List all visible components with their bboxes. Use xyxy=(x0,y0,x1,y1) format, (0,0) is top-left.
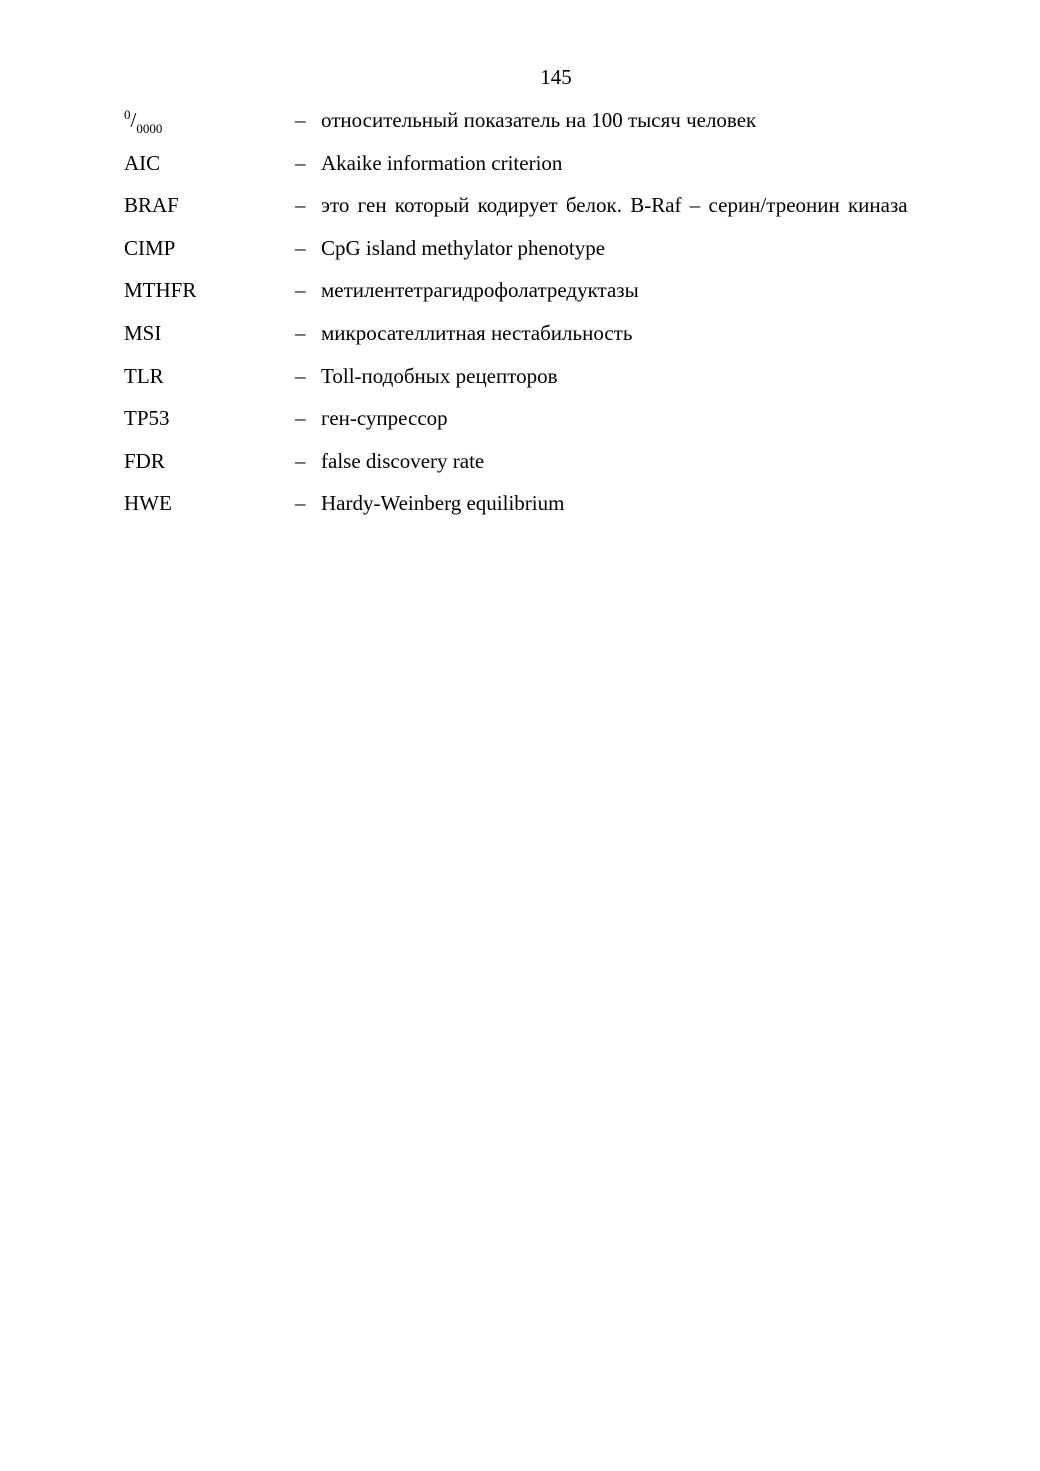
abbreviation-row xyxy=(124,184,938,227)
abbreviation-definition: микросателлитная нестабильность xyxy=(321,320,633,345)
abbreviation-row xyxy=(124,482,938,525)
abbreviation-definition: Akaike information criterion xyxy=(321,150,563,175)
abbreviation-term xyxy=(124,99,295,142)
abbreviation-dash: – xyxy=(295,193,306,218)
abbreviation-row xyxy=(124,99,938,142)
abbreviation-dash: – xyxy=(295,150,306,175)
abbreviation-definition: false discovery rate xyxy=(321,448,485,473)
abbreviation-term: CIMP xyxy=(124,235,176,260)
abbreviation-row xyxy=(124,312,938,355)
abbreviation-dash: – xyxy=(295,320,306,345)
abbreviation-definition: метилентетрагидрофолатредуктазы xyxy=(321,278,639,303)
abbreviation-row xyxy=(124,269,938,312)
abbreviation-definition: это ген который кодирует белок. B-Raf – серин/треонин киназа xyxy=(321,193,908,218)
page-number: 145 xyxy=(540,65,572,89)
abbreviation-dash: – xyxy=(295,406,306,431)
abbreviation-term: BRAF xyxy=(124,193,179,218)
abbreviation-list xyxy=(124,99,938,525)
abbreviation-term: HWE xyxy=(124,491,172,516)
abbreviation-definition: Hardy-Weinberg equilibrium xyxy=(321,491,565,516)
abbreviation-term: MSI xyxy=(124,320,162,345)
abbreviation-dash: – xyxy=(295,448,306,473)
term-superscript: 0 xyxy=(124,107,131,122)
abbreviation-row xyxy=(124,440,938,483)
term-subscript: 0000 xyxy=(136,121,163,136)
abbreviation-term: MTHFR xyxy=(124,278,197,303)
abbreviation-dash: – xyxy=(295,278,306,303)
abbreviation-dash: – xyxy=(295,235,306,260)
abbreviation-term: FDR xyxy=(124,448,165,473)
abbreviation-definition: относительный показатель на 100 тысяч человек xyxy=(321,108,757,132)
abbreviation-term: AIC xyxy=(124,150,161,175)
abbreviation-definition: Toll-подобных рецепторов xyxy=(321,363,558,388)
term-slash: / xyxy=(130,108,137,132)
abbreviation-term: TP53 xyxy=(124,406,170,431)
abbreviation-row xyxy=(124,142,938,185)
abbreviation-row xyxy=(124,355,938,398)
abbreviation-definition: CpG island methylator phenotype xyxy=(321,235,606,260)
abbreviation-term: TLR xyxy=(124,363,164,388)
abbreviation-dash: – xyxy=(295,363,306,388)
abbreviation-definition: ген-супрессор xyxy=(321,406,448,431)
abbreviation-dash: – xyxy=(295,108,306,132)
abbreviation-row xyxy=(124,397,938,440)
abbreviation-dash: – xyxy=(295,491,306,516)
abbreviation-row xyxy=(124,227,938,270)
